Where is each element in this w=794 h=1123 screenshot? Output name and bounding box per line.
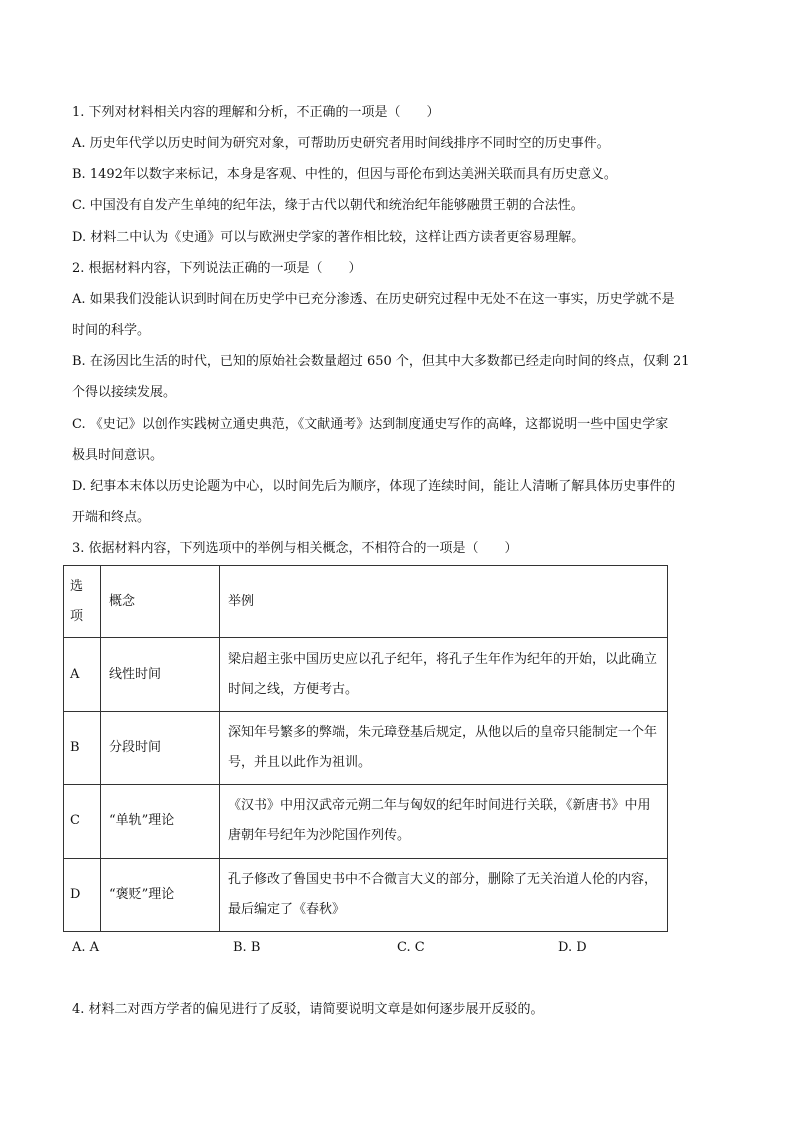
q2-option-a-line1: A. 如果我们没能认识到时间在历史学中已充分渗透、在历史研究过程中无处不在这一事实，历史学就不是	[72, 292, 675, 307]
row-concept: 分段时间	[101, 711, 220, 784]
row-concept: “褒贬”理论	[101, 858, 220, 931]
q1-option-d: D. 材料二中认为《史通》可以与欧洲史学家的著作相比较，这样让西方读者更容易理解。	[72, 230, 585, 245]
table-row	[64, 711, 668, 784]
q2-option-b-line2: 个得以接续发展。	[72, 385, 177, 400]
q1-stem: 1. 下列对材料相关内容的理解和分析，不正确的一项是（ ）	[72, 105, 440, 120]
q1-option-c: C. 中国没有自发产生单纯的纪年法，缘于古代以朝代和统治纪年能够融贯王朝的合法性。	[72, 198, 584, 213]
row-example: 梁启超主张中国历史应以孔子纪年，将孔子生年作为纪年的开始，以此确立时间之线，方便考古。	[220, 638, 668, 711]
q1-option-a: A. 历史年代学以历史时间为研究对象，可帮助历史研究者用时间线排序不同时空的历史事件。	[72, 136, 610, 151]
q3-answer-d: D. D	[558, 940, 587, 955]
q3-stem: 3. 依据材料内容，下列选项中的举例与相关概念，不相符合的一项是（ ）	[72, 541, 518, 556]
q4-stem: 4. 材料二对西方学者的偏见进行了反驳，请简要说明文章是如何逐步展开反驳的。	[72, 1002, 544, 1017]
table-row	[64, 785, 668, 858]
row-concept: “单轨”理论	[101, 785, 220, 858]
row-option: C	[64, 785, 101, 858]
q3-answer-b: B. B	[233, 940, 261, 955]
table-row	[64, 858, 668, 931]
table-header-row	[64, 566, 668, 638]
q2-option-c-line2: 极具时间意识。	[72, 448, 164, 463]
row-example: 《汉书》中用汉武帝元朔二年与匈奴的纪年时间进行关联，《新唐书》中用唐朝年号纪年为沙陀国作列传。	[220, 785, 668, 858]
q2-option-c-line1: C. 《史记》以创作实践树立通史典范，《文献通考》达到制度通史写作的高峰，这都说明一些中国史学家	[72, 417, 669, 432]
header-option: 选项	[64, 566, 101, 638]
q2-stem: 2. 根据材料内容，下列说法正确的一项是（ ）	[72, 261, 362, 276]
header-concept: 概念	[101, 566, 220, 638]
q3-answer-c: C. C	[397, 940, 425, 955]
row-concept: 线性时间	[101, 638, 220, 711]
q1-option-b: B. 1492年以数字来标记，本身是客观、中性的，但因与哥伦布到达美洲关联而具有历史意义。	[72, 167, 617, 182]
row-option: D	[64, 858, 101, 931]
row-example: 深知年号繁多的弊端，朱元璋登基后规定，从他以后的皇帝只能制定一个年号，并且以此作为祖训。	[220, 711, 668, 784]
q3-options-table	[63, 565, 668, 932]
header-example: 举例	[220, 566, 668, 638]
q2-option-d-line1: D. 纪事本末体以历史论题为中心，以时间先后为顺序，体现了连续时间，能让人清晰了解具体历史事件的	[72, 479, 676, 494]
q2-option-d-line2: 开端和终点。	[72, 510, 151, 525]
q3-answer-a: A. A	[72, 940, 100, 955]
q2-option-a-line2: 时间的科学。	[72, 323, 151, 338]
row-example: 孔子修改了鲁国史书中不合微言大义的部分，删除了无关治道人伦的内容，最后编定了《春秋》	[220, 858, 668, 931]
q2-option-b-line1: B. 在汤因比生活的时代，已知的原始社会数量超过 650 个，但其中大多数都已经走向时间的终点，仅剩 21	[72, 354, 690, 369]
row-option: B	[64, 711, 101, 784]
table-row	[64, 638, 668, 711]
row-option: A	[64, 638, 101, 711]
